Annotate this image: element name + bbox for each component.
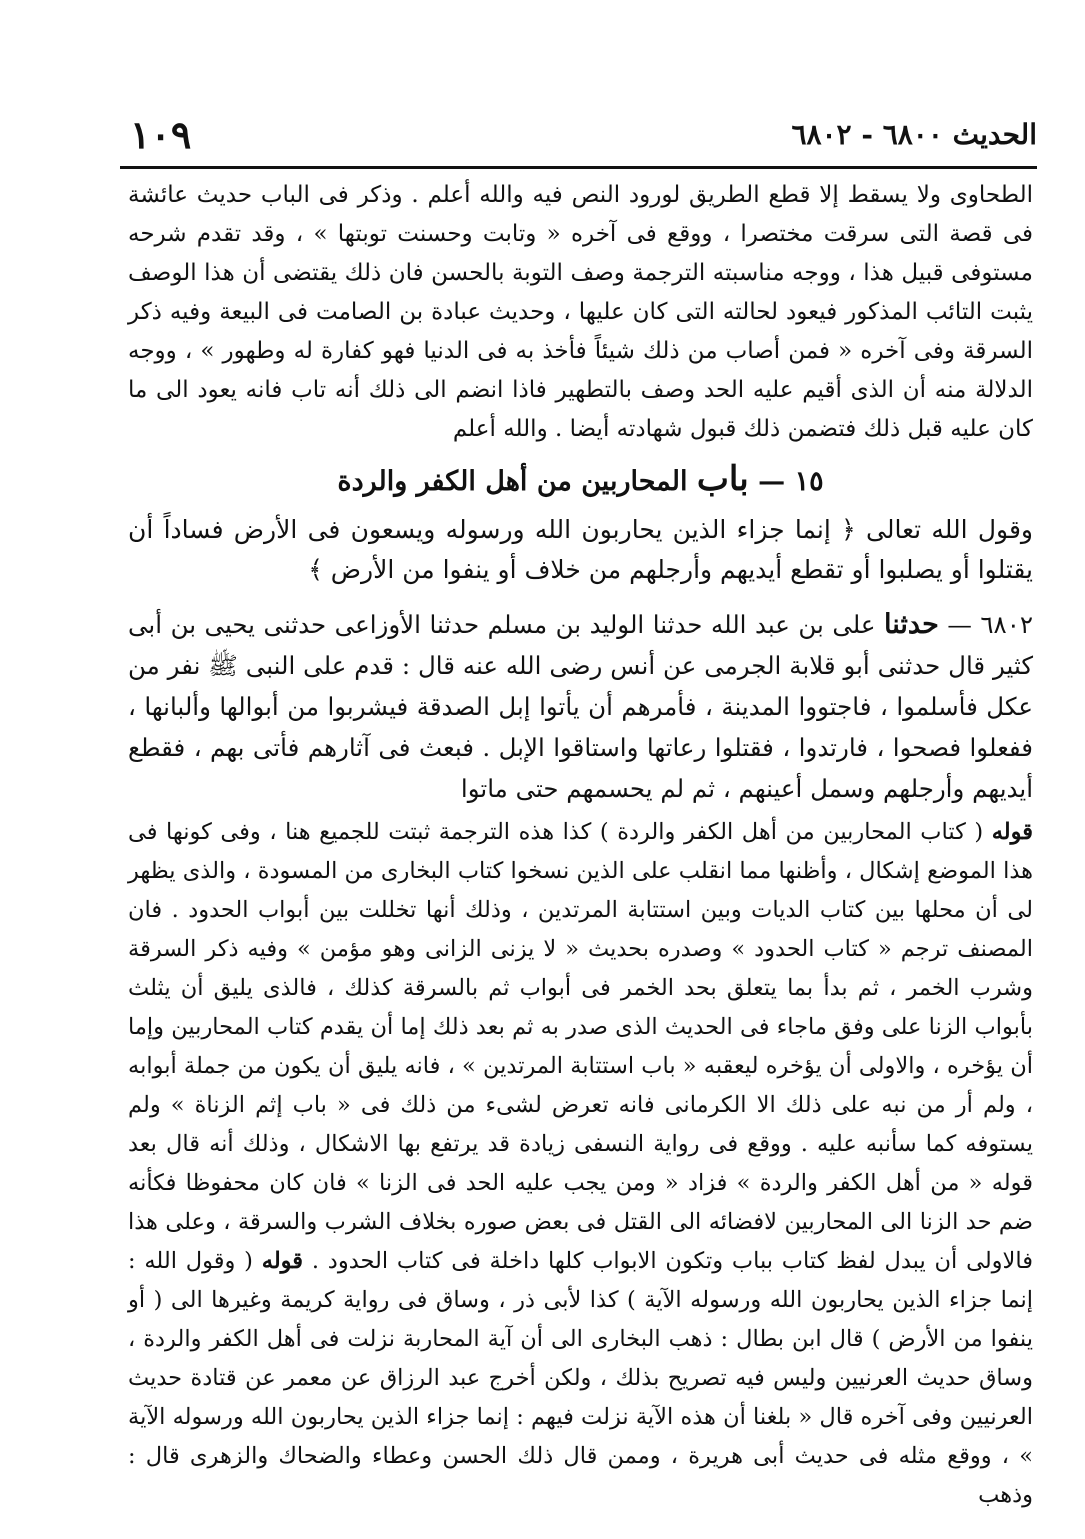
quran-verse: وقول الله تعالى ﴿ إنما جزاء الذين يحاربون الله ورسوله ويسعون فى الأرض فساداً أن يقتلوا أو يصلبوا أو تقطع أيديهم وأرجلهم من خلاف أو ينفوا من الأرض ﴾ [128,515,1033,584]
page-body [128,176,1033,1519]
hadith-number: ٦٨٠٢ [980,610,1034,639]
hadith-opening: حدثنا [884,609,939,640]
intro-paragraph: الطحاوى ولا يسقط إلا قطع الطريق لورود النص فيه والله أعلم . وذكر فى الباب حديث عائشة فى قصة التى سرقت مختصرا ، ووقع فى آخره « وتابت وحسنت توبتها » ، وقد تقدم شرحه مستوفى قبيل هذا ، ووجه مناسبته الترجمة وصف التوبة بالحسن فان ذلك يقتضى أن هذا الوصف يثبت التائب المذكور فيعود لحالته التى كان عليها ، وحديث عبادة بن الصامت فى البيعة وفيه ذكر السرقة وفى آخره « فمن أصاب من ذلك شيئاً فأخذ به فى الدنيا فهو كفارة له وطهور » ، ووجه الدلالة منه أن الذى أقيم عليه الحد وصف بالتطهير فاذا انضم الى ذلك أنه تاب فانه يعود الى ما كان عليه قبل ذلك فتضمن ذلك قبول شهادته أيضا . والله أعلم [128,182,1033,442]
page-number: ١٠٩ [130,112,192,157]
hadith-text: ٦٨٠٢ — حدثنا على بن عبد الله حدثنا الوليد بن مسلم حدثنا الأوزاعى حدثنى يحيى بن أبى كثير قال حدثنى أبو قلابة الجرمى عن أنس رضى الله عنه قال : قدم على النبى ﷺ نفر من عكل فأسلموا ، فاجتووا المدينة ، فأمرهم أن يأتوا إبل الصدقة فيشربوا من أبوالها وألبانها ، ففعلوا فصحوا ، فارتدوا ، فقتلوا رعاتها واستاقوا الإبل . فبعث فى آثارهم فأتى بهم ، فقطع أيديهم وأرجلهم وسمل أعينهم ، ثم لم يحسمهم حتى ماتوا [128,609,1034,803]
commentary-text-2: ( وقول الله : إنما جزاء الذين يحاربون الله ورسوله الآية ) كذا لأبى ذر ، وساق فى رواية كريمة وغيرها الى ( أو ينفوا من الأرض ) قال ابن بطال : ذهب البخارى الى أن آية المحاربة نزلت فى أهل الكفر والردة ، وساق حديث العرنيين وليس فيه تصريح بذلك ، ولكن أخرج عبد الرزاق عن معمر عن قتادة حديث العرنيين وفى آخره قال « بلغنا أن هذه الآية نزلت فيهم : إنما جزاء الذين يحاربون الله ورسوله الآية » ، ووقع مثله فى حديث أبى هريرة ، وممن قال ذلك الحسن وعطاء والضحاك والزهرى قال : وذهب [128,1248,1033,1508]
running-title: الحديث ٦٨٠٠ - ٦٨٠٢ [791,118,1037,151]
commentary-keyword-2: قوله [261,1248,304,1274]
chapter-number: ١٥ [794,466,824,497]
page-header [120,112,1037,164]
header-rule [120,166,1037,169]
chapter-title: المحاربين من أهل الكفر والردة [337,466,688,497]
hadith-body: على بن عبد الله حدثنا الوليد بن مسلم حدثنا الأوزاعى حدثنى يحيى بن أبى كثير قال حدثنى أبو قلابة الجرمى عن أنس رضى الله عنه قال : قدم على النبى ﷺ نفر من عكل فأسلموا ، فاجتووا المدينة ، فأمرهم أن يأتوا إبل الصدقة فيشربوا من أبوالها وألبانها ، ففعلوا فصحوا ، فارتدوا ، فقتلوا رعاتها واستاقوا الإبل . فبعث فى آثارهم فأتى بهم ، فقطع أيديهم وأرجلهم وسمل أعينهم ، ثم لم يحسمهم حتى ماتوا [128,610,1033,803]
commentary-text-1: ( كتاب المحاربين من أهل الكفر والردة ) كذا هذه الترجمة ثبتت للجميع هنا ، وفى كونها فى هذا الموضع إشكال ، وأظنها مما انقلب على الذين نسخوا كتاب البخارى من المسودة ، والذى يظهر لى أن محلها بين كتاب الديات وبين استتابة المرتدين ، وذلك أنها تخللت بين أبواب الحدود . فان المصنف ترجم « كتاب الحدود » وصدره بحديث « لا يزنى الزانى وهو مؤمن » وفيه ذكر السرقة وشرب الخمر ، ثم بدأ بما يتعلق بحد الخمر فى أبواب ثم بالسرقة كذلك ، فالذى يليق أن يثلث بأبواب الزنا على وفق ماجاء فى الحديث الذى صدر به ثم بعد ذلك إما أن يقدم كتاب المحاربين وإما أن يؤخره ، والاولى أن يؤخره ليعقبه « باب استتابة المرتدين » ، فانه يليق أن يكون من جملة أبوابه ، ولم أر من نبه على ذلك الا الكرمانى فانه تعرض لشىء من ذلك فى « باب إثم الزناة » ولم يستوفه كما سأنبه عليه . ووقع فى رواية النسفى زيادة قد يرتفع بها الاشكال ، وذلك أنه قال بعد قوله « من أهل الكفر والردة » فزاد « ومن يجب عليه الحد فى الزنا » فان كان محفوظا فكأنه ضم حد الزنا الى المحاربين لافضائه الى القتل فى بعض صوره بخلاف الشرب والسرقة ، وعلى هذا فالاولى أن يبدل لفظ كتاب بباب وتكون الابواب كلها داخلة فى كتاب الحدود . [128,819,1033,1274]
commentary-paragraph [128,813,1033,1515]
chapter-bab-word: باب [696,459,749,499]
commentary-keyword: قوله [991,819,1034,845]
chapter-heading: ١٥ — باب المحاربين من أهل الكفر والردة [337,459,824,499]
